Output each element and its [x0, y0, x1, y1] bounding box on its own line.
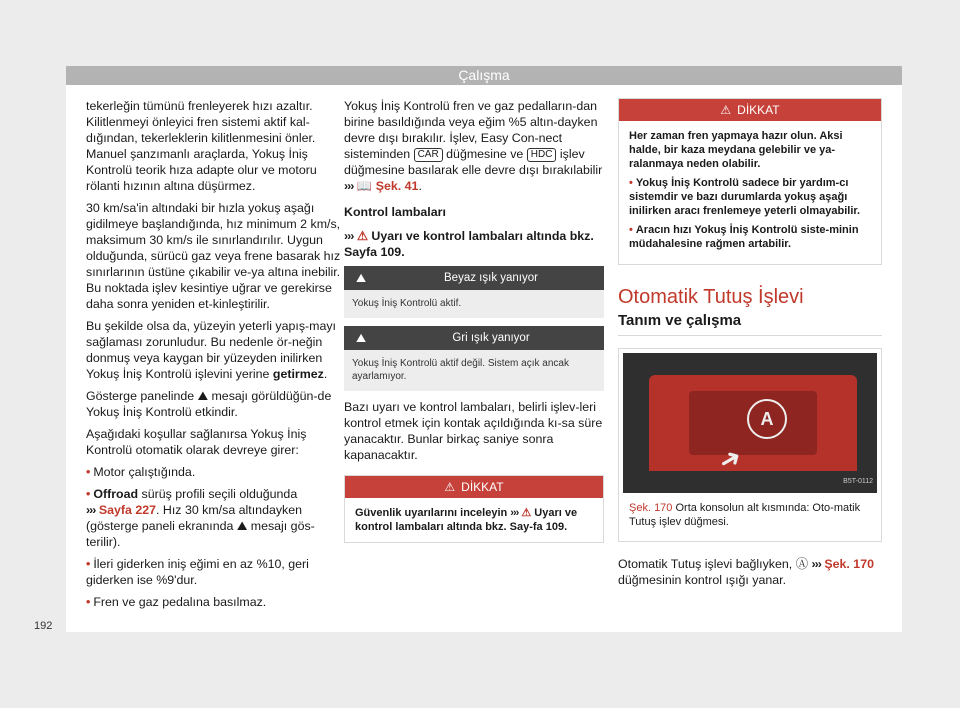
column-1: [86, 98, 346, 616]
paragraph: tekerleğin tümünü frenleyerek hızı azaltır. Kilitlenmeyi önleyici fren sistemi aktif kal-dığından, tekerleklerin kilitlenmesini önler. Manuel şanzımanlı araçlarda, Yokuş İniş Kontrolü teorik hıza adapte olur ve motoru rölanti hızının altına düşürmez.: [86, 99, 317, 193]
paragraph: Gösterge panelinde ⛰ mesajı görüldüğün-de Yokuş İniş Kontrolü etkindir.: [86, 389, 332, 419]
figure-link[interactable]: Şek. 41: [375, 179, 419, 193]
arrow-ref-icon: ›››: [344, 179, 354, 193]
section-subtitle: Tanım ve çalışma: [618, 313, 882, 336]
arrow-ref-icon: ›››: [510, 507, 519, 519]
arrow-icon: ➜: [712, 440, 747, 478]
lamp-title: Beyaz ışık yanıyor: [444, 272, 538, 284]
figure-link[interactable]: Şek. 170: [824, 557, 874, 571]
arrow-ref-icon: ›››: [811, 557, 821, 571]
warning-triangle-icon: ⚠: [720, 103, 732, 117]
lamp-description: Yokuş İniş Kontrolü aktif.: [352, 298, 462, 309]
arrow-ref-icon: ›››: [86, 503, 96, 517]
figure-caption: Şek. 170 Orta konsolun alt kısmında: Oto-matik Tutuş işlev düğmesi.: [629, 502, 861, 528]
warning-triangle-icon: ⚠: [444, 480, 456, 494]
warning-body: Güvenlik uyarılarını inceleyin ››› ⚠ Uyarı ve kontrol lambaları altında bkz. Say-fa 109.: [355, 507, 578, 533]
list-item: • Motor çalıştığında.: [86, 465, 196, 479]
lamp-box: [344, 266, 604, 318]
lamp-description: Yokuş İniş Kontrolü aktif değil. Sistem açık ancak ayarlamıyor.: [352, 358, 569, 382]
car-button-icon: CAR: [414, 148, 443, 162]
figure-code: B5T-0112: [843, 478, 873, 485]
list-item: • Fren ve gaz pedalına basılmaz.: [86, 595, 267, 609]
figure: [618, 348, 882, 542]
hill-descent-icon: ⛰: [236, 519, 248, 533]
page-link[interactable]: Sayfa 227: [98, 503, 157, 517]
arrow-ref-icon: ›››: [344, 229, 354, 243]
warning-box: [618, 98, 882, 265]
section-title: Kontrol lambaları: [344, 205, 446, 219]
auto-hold-button-image: [623, 353, 877, 493]
list-item: • İleri giderken iniş eğimi en az %10, geri giderken ise %9'dur.: [86, 557, 309, 587]
cross-reference[interactable]: ››› ⚠ Uyarı ve kontrol lambaları altında bkz. Sayfa 109.: [344, 229, 594, 259]
hill-descent-icon: ⛰: [355, 271, 367, 285]
warning-box: [344, 475, 604, 543]
warning-title: DİKKAT: [737, 103, 780, 117]
column-3: [618, 98, 882, 594]
paragraph: Bu şekilde olsa da, yüzeyin yeterli yapış-mayı sağlaması zorunludur. Bu nedenle ör-neğin donmuş veya kaygan bir yüzeyden inilirken Yokuş İniş Kontrolü işlevini yerine getirmez.: [86, 319, 336, 381]
warning-triangle-icon: ⚠: [521, 507, 532, 519]
auto-hold-icon: A: [747, 399, 787, 439]
hill-descent-icon: ⛰: [355, 331, 367, 345]
paragraph: Aşağıdaki koşullar sağlanırsa Yokuş İniş Kontrolü otomatik olarak devreye girer:: [86, 427, 307, 457]
hdc-button-icon: HDC: [527, 148, 557, 162]
paragraph: 30 km/sa'in altındaki bir hızla yokuş aşağı gidilmeye başlandığında, hız minimum 2 km/s, maksimum 30 km/s ile sınırlandırılır. Uygun olduğunda, sürücü gaz veya frene basarak hız sınırlarının üstüne çıkabilir ve-ya altına inebilir. Bu noktada işlev kesintiye uğrar ve gerekirse daha sonra yeniden et-kinleştirilir.: [86, 201, 341, 311]
chapter-title: Otomatik Tutuş İşlevi: [618, 286, 804, 308]
paragraph: Bazı uyarı ve kontrol lambaları, belirli işlev-leri kontrol etmek için kontak açıldığında kı-sa süre yanacaktır. Bunlar birkaç saniye sonra kapanacaktır.: [344, 400, 603, 462]
column-2: [344, 98, 604, 543]
paragraph: Otomatik Tutuş işlevi bağlıyken, Ⓐ ››› Şek. 170 düğmesinin kontrol ışığı yanar.: [618, 557, 874, 587]
lamp-box: [344, 326, 604, 391]
paragraph: Yokuş İniş Kontrolü fren ve gaz pedalların-dan birine basıldığında veya eğim %5 altın-dayken devre dışı bırakılır. İşlev, Easy Con-nect sisteminden CAR düğmesine ve HDC işlev düğmesine basılarak elle devre dışı bırakılabilir ››› 📖 Şek. 41.: [344, 99, 603, 193]
list-item: • Offroad sürüş profili seçili olduğunda ››› Sayfa 227. Hız 30 km/sa altındayken (gösterge paneli ekranında ⛰ mesajı gös-terilir).: [86, 487, 315, 549]
page-number: 192: [34, 620, 53, 632]
warning-body: Her zaman fren yapmaya hazır olun. Aksi halde, bir kaza meydana gelebilir ve ya-ralanmaya neden olabilir. • Yokuş İniş Kontrolü sadece bir yardım-cı sistemdir ve bazı durumlarda yokuş aşağı inilirken aracı frenlemeye yeterli olmayabilir. • Aracın hızı Yokuş İniş Kontrolü siste-minin müdahalesine rağmen artabilir.: [629, 130, 861, 250]
lamp-title: Gri ışık yanıyor: [452, 332, 530, 344]
book-ref-icon: 📖: [356, 179, 373, 193]
warning-title: DİKKAT: [461, 480, 504, 494]
warning-triangle-icon: ⚠: [356, 229, 368, 243]
page-header: Çalışma: [66, 66, 902, 85]
auto-hold-icon: Ⓐ: [795, 557, 809, 571]
manual-page: [34, 66, 902, 632]
hill-descent-icon: ⛰: [197, 389, 209, 403]
